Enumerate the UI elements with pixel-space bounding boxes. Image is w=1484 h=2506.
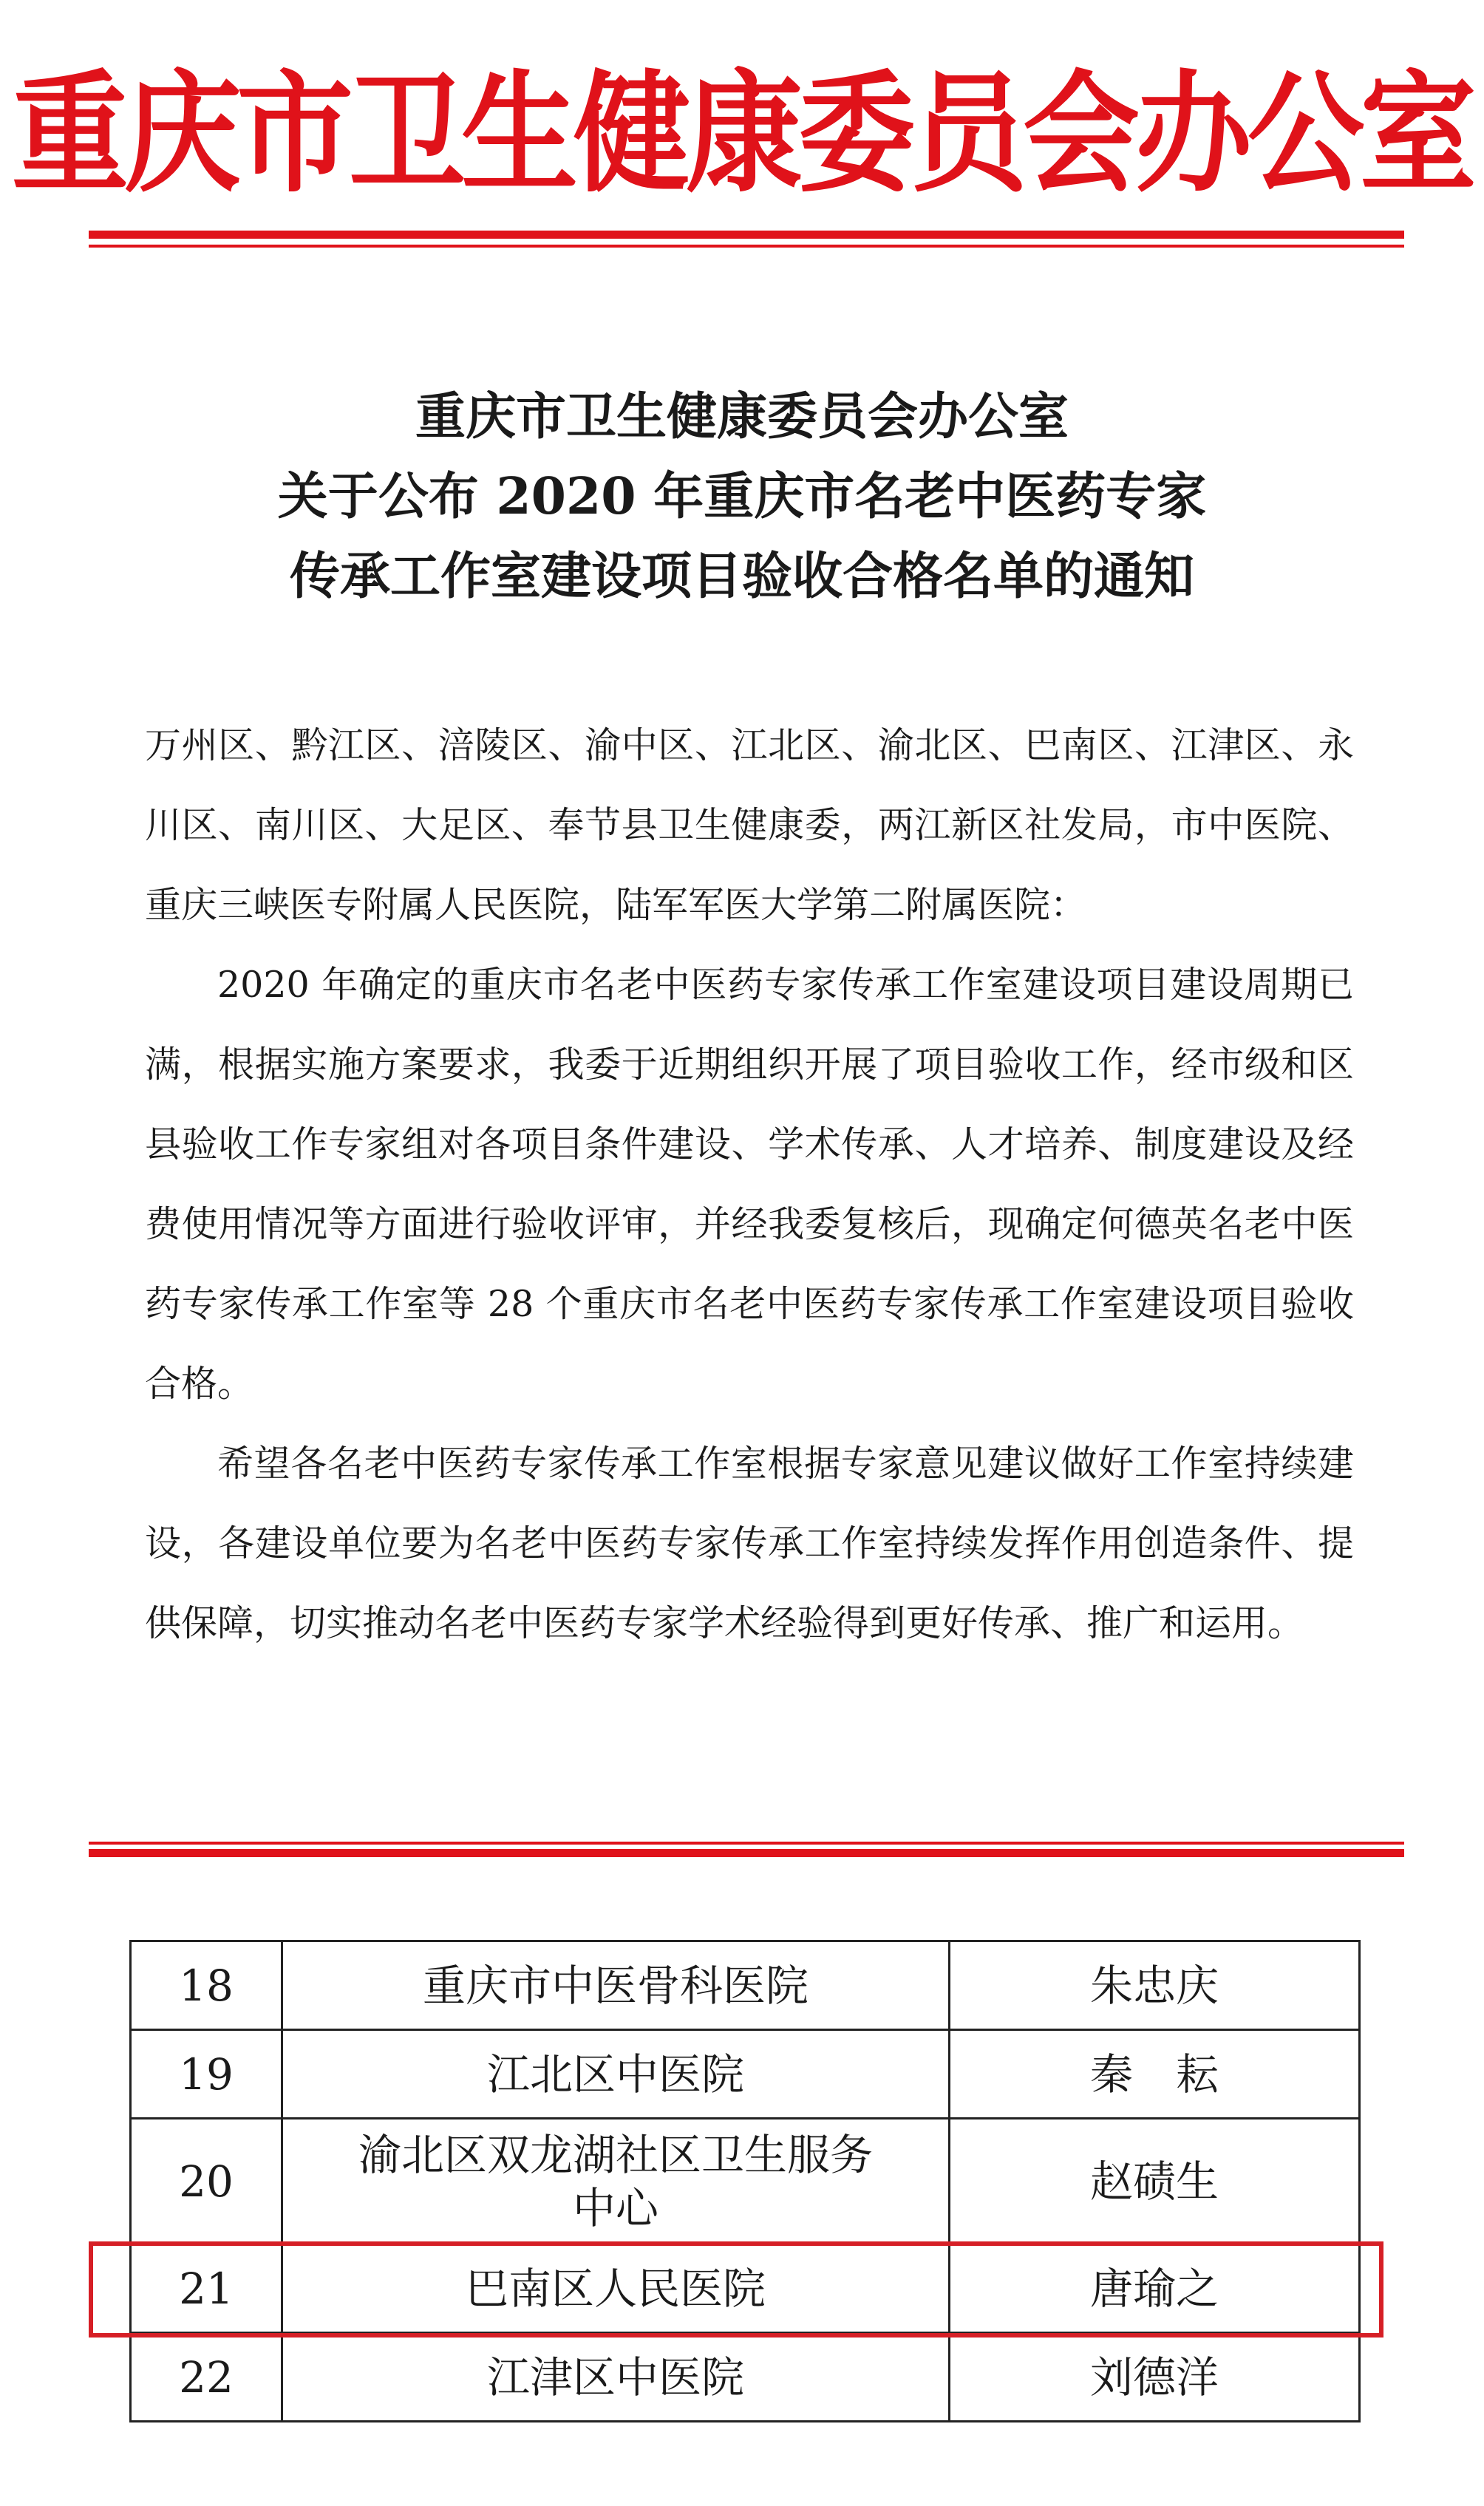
expert-name: 秦 耘 <box>950 2030 1360 2119</box>
hospital-name: 重庆市中医骨科医院 <box>282 1941 950 2030</box>
document-title <box>0 377 1484 616</box>
hospital-name <box>282 2119 950 2244</box>
row-number: 19 <box>131 2030 282 2119</box>
letterhead-rule-thin <box>89 245 1404 248</box>
row-number: 20 <box>131 2119 282 2244</box>
title-line-3: 传承工作室建设项目验收合格名单的通知 <box>289 547 1194 606</box>
title-line-2: 关于公布 2020 年重庆市名老中医药专家 <box>277 467 1207 526</box>
expert-name: 唐瑜之 <box>950 2244 1360 2333</box>
recipients: 万州区、黔江区、涪陵区、渝中区、江北区、渝北区、巴南区、江津区、永川区、南川区、大足区、奉节县卫生健康委，两江新区社发局，市中医院、重庆三峡医专附属人民医院，陆军军医大学第二附属医院： <box>145 724 1354 926</box>
row-number: 18 <box>131 1941 282 2030</box>
acceptance-table <box>129 1940 1361 2422</box>
hospital-name: 江北区中医院 <box>282 2030 950 2119</box>
row-number: 21 <box>131 2244 282 2333</box>
expert-name: 刘德洋 <box>950 2333 1360 2422</box>
title-line-1: 重庆市卫生健康委员会办公室 <box>415 387 1069 446</box>
paragraph-1: 2020 年确定的重庆市名老中医药专家传承工作室建设项目建设周期已满，根据实施方案要求，我委于近期组织开展了项目验收工作，经市级和区县验收工作专家组对各项目条件建设、学术传承、人才培养、制度建设及经费使用情况等方面进行验收评审，并经我委复核后，现确定何德英名老中医药专家传承工作室等 28 个重庆市名老中医药专家传承工作室建设项目验收合格。 <box>145 964 1354 1405</box>
row-number: 22 <box>131 2333 282 2422</box>
table-row <box>131 1941 1360 2030</box>
hospital-name: 江津区中医院 <box>282 2333 950 2422</box>
paragraph-2: 希望各名老中医药专家传承工作室根据专家意见建议做好工作室持续建设，各建设单位要为名老中医药专家传承工作室持续发挥作用创造条件、提供保障，切实推动名老中医药专家学术经验得到更好传承、推广和运用。 <box>145 1443 1354 1644</box>
expert-name: 朱忠庆 <box>950 1941 1360 2030</box>
table-row <box>131 2333 1360 2422</box>
hospital-name-line-1: 渝北区双龙湖社区卫生服务 <box>358 2129 873 2180</box>
separator-rule-thin <box>89 1842 1404 1845</box>
letterhead-rule-thick <box>89 231 1404 239</box>
document-body <box>145 706 1354 1664</box>
table-row <box>131 2119 1360 2244</box>
separator-rule-thick <box>89 1849 1404 1857</box>
expert-name: 赵碛生 <box>950 2119 1360 2244</box>
letterhead-title: 重庆市卫生健康委员会办公室 <box>12 58 1472 211</box>
hospital-name: 巴南区人民医院 <box>282 2244 950 2333</box>
table-row <box>131 2030 1360 2119</box>
table-row <box>131 2244 1360 2333</box>
hospital-name-line-2: 中心 <box>572 2182 658 2233</box>
